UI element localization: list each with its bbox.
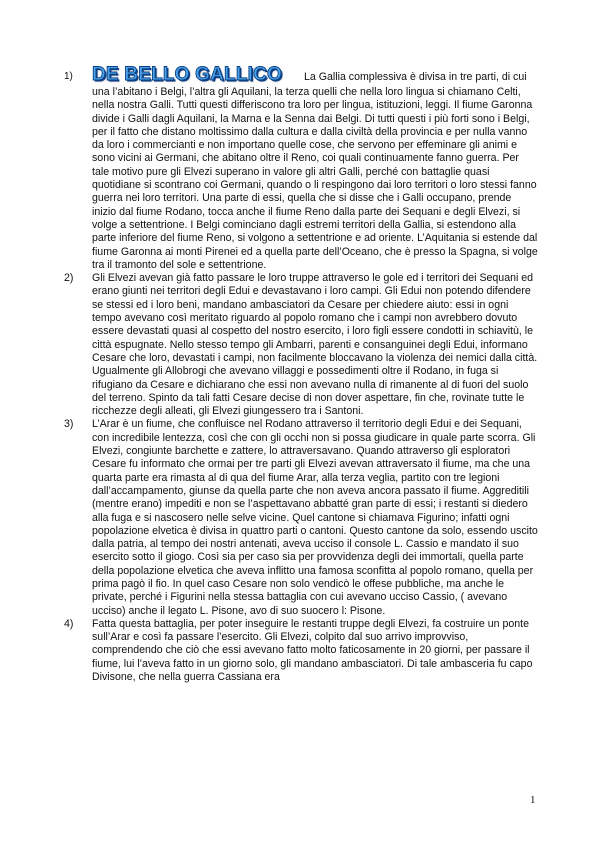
section-text: La Gallia complessiva è divisa in tre parti, di cui una l’abitano i Belgi, l’altra gli Aquilani, la terza quelli che nella loro lingua si chiamano Celti, nella nostra Galli. Tutti questi differiscono tra loro per lingua, istituzioni, leggi. Il fiume Garonna divide i Galli dagli Aquilani, la Marna e la Senna dai Belgi. Di tutti questi i più forti sono i Belgi, per il fatto che distano moltissimo dalla cultura e dalla civiltà della provincia e per nulla vanno da loro i commercianti e non importano quelle cose, che servono per effeminare gli animi e sono vicini ai Germani, che abitano oltre il Reno, coi quali continuamente fanno guerra. Per tale motivo pure gli Elvezi superano in valore gli altri Galli, perché con battaglie quasi quotidiane si scontrano coi Germani, quando o li respingono dai loro territori o loro stessi fanno guerra nei loro territori. Una parte di essi, quella che si disse che i Galli occupano, prende inizio dal fiume Rodano, tocca anche il fiume Reno dalla parte dei Sequani e degli Elvezi, si volge a settentrione. I Belgi cominciano dagli estremi territori della Gallia, si estendono alla parte inferiore del fiume Reno, si volgono a settentrione e ad oriente. L’Aquitania si estende dal fiume Garonna ai monti Pirenei ed a quella parte dell’Oceano, che è presso la Spagna, si volge tra il tramonto del sole e settentrione.: [92, 71, 538, 271]
section-3: [64, 418, 538, 617]
section-number: 3): [64, 418, 74, 431]
section-1: [64, 64, 538, 272]
page-number: 1: [530, 794, 536, 806]
section-number: 4): [64, 617, 74, 630]
section-text: Gli Elvezi avevan già fatto passare le loro truppe attraverso le gole ed i territori dei Sequani ed erano giunti nei territori degli Edui e devastavano i loro campi. Gli Edui non potendo difendere se stessi ed i loro beni, mandano ambasciatori da Cesare per chiedere aiuto: essi in ogni tempo avevano così meritato riguardo al popolo romano che i campi non avrebbero dovuto essere devastati quasi al cospetto del nostro esercito, i loro figli essere condotti in schiavitù, le città espugnate. Nello stesso tempo gli Ambarri, parenti e consanguinei degli Edui, informano Cesare che loro, devastati i campi, non facilmente bloccavano la violenza dei nemici dalla città. Ugualmente gli Allobrogi che avevano villaggi e possedimenti oltre il Rodano, in fuga si rifugiano da Cesare e dichiarano che essi non avevano nulla di rimanente al di fuori del suolo del terreno. Spinto da tali fatti Cesare decise di non dover aspettare, fin che, rovinate tutte le ricchezze degli alleati, gli Elvezi giungessero tra i Santoni.: [92, 272, 538, 418]
section-4: [64, 617, 538, 684]
section-text: L’Arar è un fiume, che confluisce nel Rodano attraverso il territorio degli Edui e dei Sequani, con incredibile lentezza, così che con gli occhi non si possa giudicare in quale parte scorra. Gli Elvezi, congiunte barchette e zattere, lo attraversavano. Quando attraverso gli esploratori Cesare fu informato che ormai per tre parti gli Elvezi avevan attraversato il fiume, ma che una quarta parte era rimasta al di qua del fiume Arar, alla terza veglia, partito con tre legioni dall’accampamento, giunse da quella parte che non aveva ancora passato il fiume. Aggreditili (mentre erano) impediti e non se l’aspettavano abbatté gran parte di essi; i restanti si diedero alla fuga e si nascosero nelle selve vicine. Quel cantone si chiamava Figurino; infatti ogni popolazione elvetica è divisa in quattro parti o cantoni. Questo cantone da solo, essendo uscito dalla patria, al tempo dei nostri antenati, aveva ucciso il console L. Cassio e mandato il suo esercito sotto il giogo. Così sia per caso sia per provvidenza degli dei immortali, quella parte della popolazione elvetica che aveva inflitto una famosa sconfitta al popolo romano, quella per prima pagò il fio. In quel caso Cesare non solo vendicò le offese pubbliche, ma anche le private, perché i Figurini nella stessa battaglia con cui avevano ucciso Cassio, ( avevano ucciso) anche il legato L. Pisone, avo di suo suocero l: Pisone.: [92, 418, 538, 617]
page-body: [0, 64, 596, 684]
section-text: Fatta questa battaglia, per poter inseguire le restanti truppe degli Elvezi, fa costruire un ponte sull’Arar e così fa passare l’esercito. Gli Elvezi, colpito dal suo arrivo improvviso, comprendendo che ciò che essi avevano fatto molto faticosamente in 20 giorni, per passare il fiume, lui l’aveva fatto in un giorno solo, gli mandano ambasciatori. Di tale ambasceria fu capo Divisone, che nella guerra Cassiana era: [92, 617, 533, 684]
section-2: [64, 272, 538, 418]
document-title: DE BELLO GALLICO: [92, 64, 283, 85]
section-number: 1): [64, 71, 73, 82]
section-number: 2): [64, 272, 74, 285]
title-wrap: [92, 64, 304, 86]
